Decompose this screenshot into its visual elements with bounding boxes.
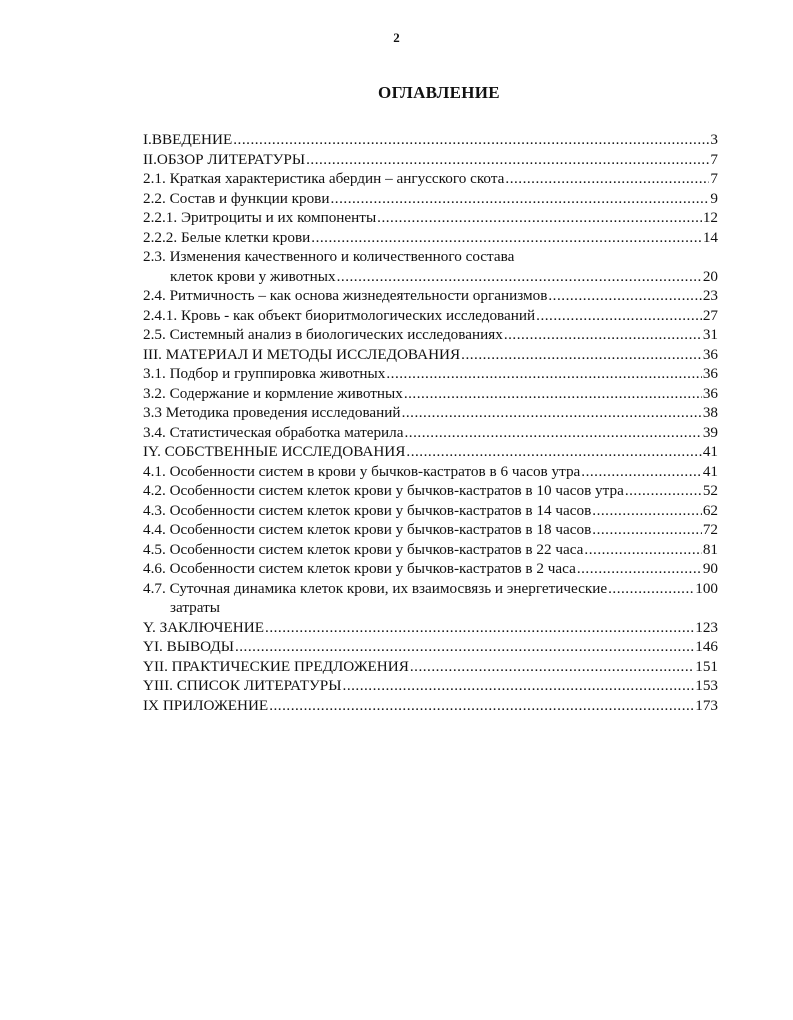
dot-leader bbox=[386, 364, 701, 384]
dot-leader bbox=[536, 306, 702, 326]
dot-leader bbox=[410, 657, 694, 677]
toc-entry-label: 3.2. Содержание и кормление животных bbox=[143, 384, 403, 402]
toc-entry-label: 2.4. Ритмичность – как основа жизнедеятельности организмов bbox=[143, 287, 548, 304]
toc-entry-page: 14 bbox=[702, 228, 718, 246]
toc-entry bbox=[143, 130, 718, 150]
toc-entry-label: 2.5. Системный анализ в биологических исследованиях bbox=[143, 326, 503, 343]
toc-entry-page: 41 bbox=[702, 462, 718, 480]
dot-leader bbox=[592, 520, 702, 540]
toc-entry-label: 4.7. Суточная динамика клеток крови, их взаимосвязь и энергетические bbox=[143, 579, 608, 597]
dot-leader bbox=[584, 540, 701, 560]
toc-entry bbox=[143, 384, 718, 404]
page-number: 2 bbox=[393, 30, 400, 45]
toc-entry-label: 4.3. Особенности систем клеток крови у бычков-кастратов в 14 часов bbox=[143, 501, 592, 519]
toc-entry-page: 173 bbox=[695, 696, 718, 714]
dot-leader bbox=[265, 618, 694, 638]
toc-entry-page: 72 bbox=[702, 521, 718, 538]
toc-entry-page: 7 bbox=[710, 170, 718, 187]
toc-entry-label: 4.4. Особенности систем клеток крови у бычков-кастратов в 18 часов bbox=[143, 521, 592, 538]
toc-entry-page: 9 bbox=[710, 189, 718, 207]
toc-entry bbox=[143, 169, 718, 189]
toc-entry-page: 36 bbox=[702, 345, 718, 363]
toc-entry-label: II.ОБЗОР ЛИТЕРАТУРЫ bbox=[143, 150, 306, 168]
toc-entry bbox=[143, 150, 718, 170]
dot-leader bbox=[625, 481, 702, 501]
toc-entry bbox=[143, 189, 718, 209]
toc-entry-page: 100 bbox=[695, 579, 718, 597]
toc-entry-label: 2.4.1. Кровь - как объект биоритмологических исследований bbox=[143, 306, 536, 324]
toc-entry-label: 4.5. Особенности систем клеток крови у бычков-кастратов в 22 часа bbox=[143, 540, 584, 558]
dot-leader bbox=[402, 403, 702, 423]
page-title: ОГЛАВЛЕНИЕ bbox=[378, 83, 500, 102]
toc-entry bbox=[143, 501, 718, 521]
dot-leader bbox=[548, 286, 701, 306]
toc-entry-label: 4.2. Особенности систем клеток крови у бычков-кастратов в 10 часов утра bbox=[143, 482, 624, 499]
toc-entry-label: 3.3 Методика проведения исследований bbox=[143, 404, 401, 421]
toc-entry-label: 3.4. Статистическая обработка материла bbox=[143, 423, 404, 441]
toc-entry-page: 27 bbox=[702, 306, 718, 324]
toc-entry-page: 12 bbox=[702, 209, 718, 226]
toc-entry bbox=[143, 579, 718, 599]
toc-entry-page: 62 bbox=[702, 501, 718, 519]
toc-entry-label: I.ВВЕДЕНИЕ bbox=[143, 131, 233, 148]
toc-entry-label-continuation: затраты bbox=[170, 599, 220, 616]
toc-entry-page: 52 bbox=[702, 482, 718, 499]
toc-entry bbox=[143, 228, 718, 248]
toc-entry-label: 2.2.1. Эритроциты и их компоненты bbox=[143, 209, 377, 226]
toc-entry-page: 38 bbox=[702, 404, 718, 421]
toc-entry-page: 90 bbox=[702, 560, 718, 577]
toc-entry-label: IX ПРИЛОЖЕНИЕ bbox=[143, 696, 269, 714]
toc-entry-page: 23 bbox=[702, 287, 718, 304]
toc-entry bbox=[143, 306, 718, 326]
toc-entry bbox=[143, 559, 718, 579]
toc-entry-label: клеток крови у животных bbox=[170, 267, 336, 285]
dot-leader bbox=[504, 325, 702, 345]
toc-entry-label: YI. ВЫВОДЫ bbox=[143, 638, 234, 655]
toc-entry-label: YII. ПРАКТИЧЕСКИЕ ПРЕДЛОЖЕНИЯ bbox=[143, 657, 409, 675]
table-of-contents bbox=[143, 130, 718, 715]
toc-entry-page: 123 bbox=[695, 618, 718, 636]
toc-entry bbox=[143, 657, 718, 677]
dot-leader bbox=[377, 208, 702, 228]
toc-entry-page: 31 bbox=[702, 326, 718, 343]
toc-entry-label: III. МАТЕРИАЛ И МЕТОДЫ ИССЛЕДОВАНИЯ bbox=[143, 345, 461, 363]
toc-entry-label: 2.2. Состав и функции крови bbox=[143, 189, 330, 207]
toc-entry bbox=[143, 267, 718, 287]
toc-entry bbox=[143, 403, 718, 423]
toc-entry-page: 36 bbox=[702, 384, 718, 402]
toc-entry bbox=[143, 481, 718, 501]
dot-leader bbox=[404, 384, 702, 404]
dot-leader bbox=[235, 637, 694, 657]
toc-entry bbox=[143, 364, 718, 384]
dot-leader bbox=[306, 150, 709, 170]
dot-leader bbox=[233, 130, 709, 150]
dot-leader bbox=[337, 267, 702, 287]
dot-leader bbox=[343, 676, 695, 696]
dot-leader bbox=[311, 228, 702, 248]
toc-entry-label: 4.6. Особенности систем клеток крови у бычков-кастратов в 2 часа bbox=[143, 560, 576, 577]
toc-entry bbox=[143, 540, 718, 560]
toc-entry-page: 146 bbox=[695, 638, 718, 655]
dot-leader bbox=[269, 696, 694, 716]
toc-entry bbox=[143, 442, 718, 462]
toc-entry bbox=[143, 325, 718, 345]
toc-entry-label: 3.1. Подбор и группировка животных bbox=[143, 365, 386, 382]
toc-entry-page: 7 bbox=[710, 150, 718, 168]
toc-entry-page: 81 bbox=[702, 540, 718, 558]
toc-entry bbox=[143, 462, 718, 482]
toc-entry-label: 2.2.2. Белые клетки крови bbox=[143, 228, 311, 246]
toc-entry-label: 2.1. Краткая характеристика абердин – ангусского скота bbox=[143, 170, 505, 187]
toc-entry bbox=[143, 696, 718, 716]
toc-entry-page: 36 bbox=[702, 365, 718, 382]
toc-entry bbox=[143, 423, 718, 443]
dot-leader bbox=[331, 189, 710, 209]
dot-leader bbox=[505, 169, 709, 189]
toc-entry-page: 151 bbox=[695, 657, 718, 675]
toc-entry-page: 153 bbox=[695, 677, 718, 694]
toc-entry-page: 3 bbox=[710, 131, 718, 148]
toc-entry bbox=[143, 286, 718, 306]
toc-entry-label: 4.1. Особенности систем в крови у бычков-кастратов в 6 часов утра bbox=[143, 462, 581, 480]
toc-entry-label: 2.3. Изменения качественного и количественного состава bbox=[143, 248, 515, 265]
toc-entry-page: 20 bbox=[702, 267, 718, 285]
toc-entry bbox=[143, 345, 718, 365]
toc-entry-label: Y. ЗАКЛЮЧЕНИЕ bbox=[143, 618, 265, 636]
toc-entry bbox=[143, 676, 718, 696]
dot-leader bbox=[405, 423, 702, 443]
toc-entry-label: YIII. СПИСОК ЛИТЕРАТУРЫ bbox=[143, 677, 342, 694]
toc-entry bbox=[143, 618, 718, 638]
toc-entry bbox=[143, 208, 718, 228]
toc-entry-page: 39 bbox=[702, 423, 718, 441]
dot-leader bbox=[577, 559, 702, 579]
toc-entry-page: 41 bbox=[702, 443, 718, 460]
dot-leader bbox=[461, 345, 702, 365]
dot-leader bbox=[608, 579, 694, 599]
toc-entry bbox=[143, 520, 718, 540]
dot-leader bbox=[581, 462, 702, 482]
dot-leader bbox=[406, 442, 701, 462]
toc-entry-label: IY. СОБСТВЕННЫЕ ИССЛЕДОВАНИЯ bbox=[143, 443, 406, 460]
toc-entry bbox=[143, 637, 718, 657]
dot-leader bbox=[592, 501, 702, 521]
